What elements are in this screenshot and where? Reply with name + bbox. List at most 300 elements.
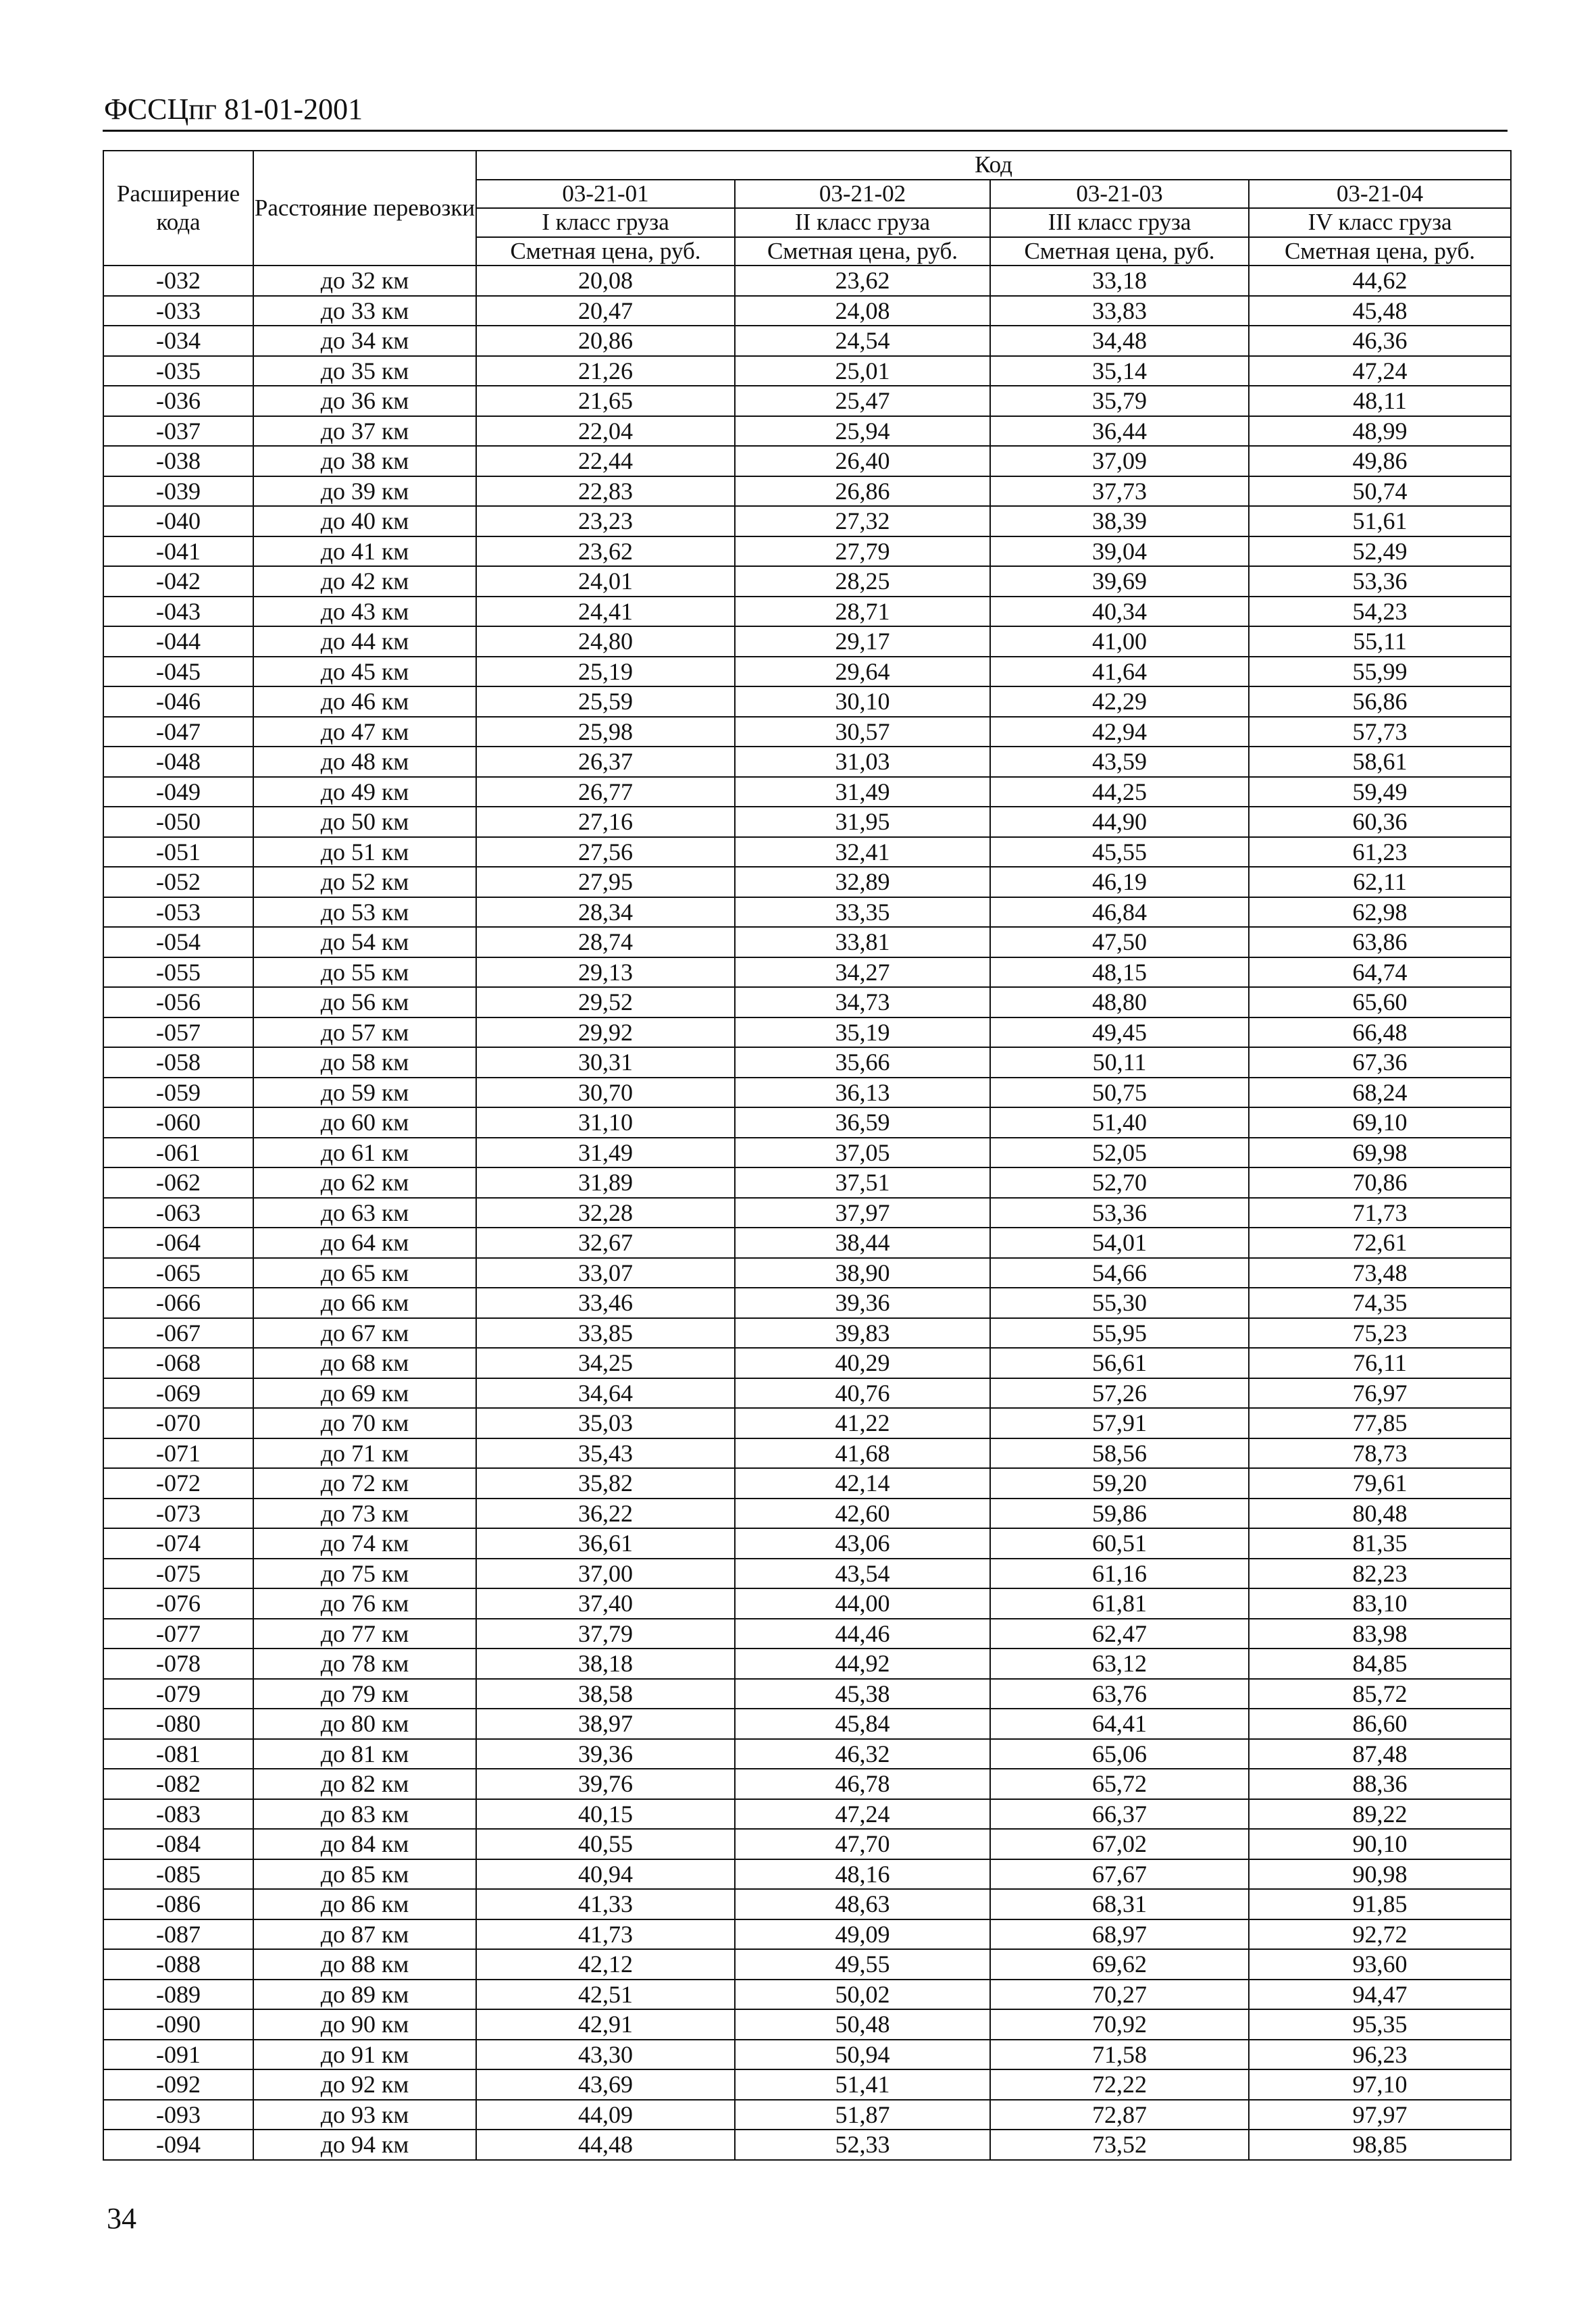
distance-cell: до 68 км: [253, 1348, 476, 1378]
table-row: [103, 1829, 1511, 1859]
distance-cell: до 43 км: [253, 597, 476, 627]
code-extension-cell: -068: [103, 1348, 253, 1378]
table-row: [103, 957, 1511, 988]
table-row: [103, 657, 1511, 687]
price-cell-class-4: 55,11: [1249, 626, 1511, 657]
price-cell-class-3: 68,97: [990, 1919, 1249, 1950]
price-cell-class-1: 41,33: [476, 1889, 735, 1919]
code-extension-cell: -077: [103, 1619, 253, 1649]
price-cell-class-1: 32,67: [476, 1228, 735, 1258]
price-cell-class-1: 24,41: [476, 597, 735, 627]
price-cell-class-2: 37,97: [735, 1198, 990, 1228]
price-cell-class-4: 92,72: [1249, 1919, 1511, 1950]
price-cell-class-4: 83,98: [1249, 1619, 1511, 1649]
distance-cell: до 73 км: [253, 1499, 476, 1529]
table-row: [103, 1047, 1511, 1078]
table-row: [103, 1288, 1511, 1318]
price-cell-class-3: 61,81: [990, 1588, 1249, 1619]
code-extension-cell: -093: [103, 2100, 253, 2130]
table-header: [103, 151, 1511, 266]
price-cell-class-4: 60,36: [1249, 807, 1511, 837]
price-cell-class-1: 31,89: [476, 1167, 735, 1198]
price-cell-class-4: 81,35: [1249, 1528, 1511, 1559]
distance-cell: до 75 км: [253, 1559, 476, 1589]
price-cell-class-3: 46,84: [990, 897, 1249, 928]
price-cell-class-4: 94,47: [1249, 1980, 1511, 2010]
code-extension-cell: -082: [103, 1769, 253, 1799]
distance-cell: до 60 км: [253, 1107, 476, 1138]
table-row: [103, 2130, 1511, 2160]
cargo-class-header: I класс груза: [476, 208, 735, 237]
price-cell-class-1: 42,51: [476, 1980, 735, 2010]
price-cell-class-4: 97,10: [1249, 2069, 1511, 2100]
price-cell-class-2: 48,63: [735, 1889, 990, 1919]
price-cell-class-1: 27,95: [476, 867, 735, 897]
code-extension-cell: -060: [103, 1107, 253, 1138]
code-extension-cell: -034: [103, 326, 253, 356]
distance-cell: до 49 км: [253, 777, 476, 807]
code-header: 03-21-02: [735, 180, 990, 209]
distance-cell: до 48 км: [253, 747, 476, 777]
price-cell-class-4: 98,85: [1249, 2130, 1511, 2160]
price-cell-class-4: 82,23: [1249, 1559, 1511, 1589]
price-cell-class-2: 28,71: [735, 597, 990, 627]
price-cell-class-1: 32,28: [476, 1198, 735, 1228]
table-row: [103, 326, 1511, 356]
price-cell-class-4: 76,97: [1249, 1378, 1511, 1409]
price-cell-class-4: 72,61: [1249, 1228, 1511, 1258]
code-extension-cell: -047: [103, 717, 253, 747]
code-extension-cell: -041: [103, 536, 253, 567]
price-cell-class-1: 23,23: [476, 506, 735, 536]
price-cell-class-1: 40,55: [476, 1829, 735, 1859]
price-cell-class-3: 44,25: [990, 777, 1249, 807]
price-cell-class-4: 62,98: [1249, 897, 1511, 928]
code-extension-cell: -033: [103, 296, 253, 326]
table-row: [103, 506, 1511, 536]
price-cell-class-2: 46,78: [735, 1769, 990, 1799]
price-cell-class-4: 66,48: [1249, 1017, 1511, 1048]
price-cell-class-4: 52,49: [1249, 536, 1511, 567]
table-row: [103, 1889, 1511, 1919]
price-cell-class-3: 57,91: [990, 1408, 1249, 1438]
code-group-header: Код: [476, 151, 1511, 180]
price-cell-class-1: 27,16: [476, 807, 735, 837]
price-cell-class-4: 77,85: [1249, 1408, 1511, 1438]
distance-cell: до 46 км: [253, 686, 476, 717]
price-cell-class-2: 37,51: [735, 1167, 990, 1198]
price-cell-class-2: 32,89: [735, 867, 990, 897]
price-cell-class-3: 66,37: [990, 1799, 1249, 1830]
price-cell-class-1: 37,00: [476, 1559, 735, 1589]
table-row: [103, 296, 1511, 326]
table-row: [103, 386, 1511, 416]
distance-cell: до 42 км: [253, 566, 476, 597]
price-cell-class-2: 35,19: [735, 1017, 990, 1048]
price-cell-class-3: 60,51: [990, 1528, 1249, 1559]
price-cell-class-3: 50,11: [990, 1047, 1249, 1078]
code-extension-cell: -081: [103, 1739, 253, 1769]
page-number: 34: [107, 2202, 136, 2235]
table-row: [103, 1348, 1511, 1378]
price-cell-class-3: 65,06: [990, 1739, 1249, 1769]
distance-cell: до 67 км: [253, 1318, 476, 1349]
price-cell-class-2: 45,38: [735, 1679, 990, 1709]
code-extension-cell: -069: [103, 1378, 253, 1409]
price-cell-class-3: 48,15: [990, 957, 1249, 988]
table-row: [103, 1649, 1511, 1679]
price-cell-class-4: 57,73: [1249, 717, 1511, 747]
price-cell-class-2: 24,54: [735, 326, 990, 356]
price-cell-class-1: 28,74: [476, 927, 735, 957]
distance-cell: до 79 км: [253, 1679, 476, 1709]
price-cell-class-3: 35,14: [990, 356, 1249, 386]
table-row: [103, 807, 1511, 837]
code-extension-cell: -072: [103, 1468, 253, 1499]
distance-cell: до 87 км: [253, 1919, 476, 1950]
code-extension-cell: -039: [103, 476, 253, 507]
price-cell-class-3: 62,47: [990, 1619, 1249, 1649]
code-extension-cell: -070: [103, 1408, 253, 1438]
price-cell-class-1: 33,46: [476, 1288, 735, 1318]
price-cell-class-4: 80,48: [1249, 1499, 1511, 1529]
price-cell-class-1: 35,43: [476, 1438, 735, 1469]
distance-cell: до 82 км: [253, 1769, 476, 1799]
code-extension-cell: -094: [103, 2130, 253, 2160]
price-cell-class-2: 31,95: [735, 807, 990, 837]
price-cell-class-4: 49,86: [1249, 446, 1511, 476]
price-cell-class-2: 40,76: [735, 1378, 990, 1409]
price-cell-class-1: 42,91: [476, 2009, 735, 2040]
table-row: [103, 1679, 1511, 1709]
code-extension-cell: -037: [103, 416, 253, 447]
price-cell-class-2: 47,70: [735, 1829, 990, 1859]
table-row: [103, 566, 1511, 597]
distance-cell: до 89 км: [253, 1980, 476, 2010]
distance-cell: до 33 км: [253, 296, 476, 326]
code-extension-cell: -067: [103, 1318, 253, 1349]
table-row: [103, 1709, 1511, 1739]
code-extension-cell: -084: [103, 1829, 253, 1859]
price-cell-class-2: 51,87: [735, 2100, 990, 2130]
price-cell-class-1: 40,15: [476, 1799, 735, 1830]
distance-cell: до 32 км: [253, 266, 476, 296]
distance-cell: до 53 км: [253, 897, 476, 928]
price-cell-class-2: 27,79: [735, 536, 990, 567]
code-header: 03-21-01: [476, 180, 735, 209]
price-cell-class-3: 64,41: [990, 1709, 1249, 1739]
table-row: [103, 1017, 1511, 1048]
price-cell-class-1: 39,76: [476, 1769, 735, 1799]
price-cell-class-4: 61,23: [1249, 837, 1511, 867]
price-cell-class-1: 22,04: [476, 416, 735, 447]
price-cell-class-4: 69,10: [1249, 1107, 1511, 1138]
distance-cell: до 90 км: [253, 2009, 476, 2040]
price-cell-class-2: 45,84: [735, 1709, 990, 1739]
price-cell-class-4: 96,23: [1249, 2040, 1511, 2070]
code-extension-cell: -076: [103, 1588, 253, 1619]
code-extension-cell: -058: [103, 1047, 253, 1078]
distance-cell: до 94 км: [253, 2130, 476, 2160]
price-cell-class-4: 95,35: [1249, 2009, 1511, 2040]
price-cell-class-4: 54,23: [1249, 597, 1511, 627]
code-extension-cell: -090: [103, 2009, 253, 2040]
distance-cell: до 35 км: [253, 356, 476, 386]
price-cell-class-4: 45,48: [1249, 296, 1511, 326]
price-cell-class-1: 40,94: [476, 1859, 735, 1890]
price-cell-class-1: 21,65: [476, 386, 735, 416]
distance-cell: до 38 км: [253, 446, 476, 476]
price-cell-class-1: 29,52: [476, 987, 735, 1017]
table-row: [103, 416, 1511, 447]
price-cell-class-2: 34,27: [735, 957, 990, 988]
code-header: 03-21-03: [990, 180, 1249, 209]
price-cell-class-3: 33,83: [990, 296, 1249, 326]
table-row: [103, 356, 1511, 386]
price-cell-class-4: 67,36: [1249, 1047, 1511, 1078]
distance-cell: до 66 км: [253, 1288, 476, 1318]
distance-cell: до 81 км: [253, 1739, 476, 1769]
distance-cell: до 88 км: [253, 1949, 476, 1980]
code-extension-cell: -042: [103, 566, 253, 597]
price-cell-class-4: 53,36: [1249, 566, 1511, 597]
table-row: [103, 1408, 1511, 1438]
price-cell-class-4: 59,49: [1249, 777, 1511, 807]
table-row: [103, 2009, 1511, 2040]
distance-cell: до 71 км: [253, 1438, 476, 1469]
code-extension-cell: -044: [103, 626, 253, 657]
distance-cell: до 76 км: [253, 1588, 476, 1619]
price-cell-class-1: 38,97: [476, 1709, 735, 1739]
code-extension-cell: -086: [103, 1889, 253, 1919]
code-extension-cell: -071: [103, 1438, 253, 1469]
price-cell-class-2: 50,94: [735, 2040, 990, 2070]
price-cell-class-2: 24,08: [735, 296, 990, 326]
code-extension-cell: -035: [103, 356, 253, 386]
table-row: [103, 1198, 1511, 1228]
code-extension-cell: -032: [103, 266, 253, 296]
price-cell-class-3: 40,34: [990, 597, 1249, 627]
price-cell-class-2: 42,60: [735, 1499, 990, 1529]
price-cell-class-2: 35,66: [735, 1047, 990, 1078]
code-extension-cell: -054: [103, 927, 253, 957]
price-cell-class-1: 26,37: [476, 747, 735, 777]
price-cell-class-2: 29,17: [735, 626, 990, 657]
code-extension-cell: -064: [103, 1228, 253, 1258]
price-unit-header: Сметная цена, руб.: [735, 237, 990, 266]
price-cell-class-4: 73,48: [1249, 1258, 1511, 1288]
price-cell-class-4: 68,24: [1249, 1078, 1511, 1108]
price-cell-class-3: 49,45: [990, 1017, 1249, 1048]
price-cell-class-1: 41,73: [476, 1919, 735, 1950]
table-row: [103, 867, 1511, 897]
price-cell-class-2: 33,35: [735, 897, 990, 928]
distance-cell: до 80 км: [253, 1709, 476, 1739]
price-cell-class-3: 54,66: [990, 1258, 1249, 1288]
price-cell-class-2: 27,32: [735, 506, 990, 536]
distance-cell: до 54 км: [253, 927, 476, 957]
price-cell-class-4: 69,98: [1249, 1138, 1511, 1168]
col-header-distance: Расстояние перевозки: [253, 151, 476, 266]
distance-cell: до 62 км: [253, 1167, 476, 1198]
distance-cell: до 84 км: [253, 1829, 476, 1859]
price-cell-class-3: 59,86: [990, 1499, 1249, 1529]
distance-cell: до 51 км: [253, 837, 476, 867]
table-row: [103, 536, 1511, 567]
code-extension-cell: -056: [103, 987, 253, 1017]
table-row: [103, 1107, 1511, 1138]
table-row: [103, 476, 1511, 507]
price-cell-class-3: 42,29: [990, 686, 1249, 717]
table-row: [103, 1619, 1511, 1649]
price-cell-class-3: 34,48: [990, 326, 1249, 356]
price-cell-class-2: 30,57: [735, 717, 990, 747]
table-row: [103, 1318, 1511, 1349]
price-cell-class-3: 55,95: [990, 1318, 1249, 1349]
code-extension-cell: -065: [103, 1258, 253, 1288]
price-cell-class-1: 29,13: [476, 957, 735, 988]
cargo-class-header: II класс груза: [735, 208, 990, 237]
price-cell-class-2: 30,10: [735, 686, 990, 717]
price-cell-class-3: 69,62: [990, 1949, 1249, 1980]
price-cell-class-3: 47,50: [990, 927, 1249, 957]
price-cell-class-3: 42,94: [990, 717, 1249, 747]
code-extension-cell: -053: [103, 897, 253, 928]
code-extension-cell: -036: [103, 386, 253, 416]
cargo-class-header: III класс груза: [990, 208, 1249, 237]
code-extension-cell: -085: [103, 1859, 253, 1890]
price-cell-class-1: 33,07: [476, 1258, 735, 1288]
document-code: ФССЦпг 81-01-2001: [104, 93, 363, 126]
price-cell-class-1: 29,92: [476, 1017, 735, 1048]
price-cell-class-3: 53,36: [990, 1198, 1249, 1228]
distance-cell: до 34 км: [253, 326, 476, 356]
distance-cell: до 64 км: [253, 1228, 476, 1258]
price-cell-class-3: 52,05: [990, 1138, 1249, 1168]
cargo-class-header: IV класс груза: [1249, 208, 1511, 237]
price-cell-class-1: 33,85: [476, 1318, 735, 1349]
price-cell-class-3: 72,87: [990, 2100, 1249, 2130]
distance-cell: до 72 км: [253, 1468, 476, 1499]
price-cell-class-1: 30,31: [476, 1047, 735, 1078]
code-extension-cell: -051: [103, 837, 253, 867]
table-row: [103, 1468, 1511, 1499]
distance-cell: до 86 км: [253, 1889, 476, 1919]
price-cell-class-4: 78,73: [1249, 1438, 1511, 1469]
price-cell-class-1: 43,69: [476, 2069, 735, 2100]
distance-cell: до 91 км: [253, 2040, 476, 2070]
price-cell-class-3: 70,92: [990, 2009, 1249, 2040]
price-cell-class-4: 48,99: [1249, 416, 1511, 447]
price-cell-class-1: 23,62: [476, 536, 735, 567]
price-cell-class-3: 70,27: [990, 1980, 1249, 2010]
price-cell-class-3: 46,19: [990, 867, 1249, 897]
table-row: [103, 1769, 1511, 1799]
price-cell-class-3: 67,02: [990, 1829, 1249, 1859]
code-extension-cell: -066: [103, 1288, 253, 1318]
price-cell-class-3: 68,31: [990, 1889, 1249, 1919]
price-table: [103, 150, 1512, 2161]
distance-cell: до 50 км: [253, 807, 476, 837]
distance-cell: до 44 км: [253, 626, 476, 657]
price-cell-class-4: 63,86: [1249, 927, 1511, 957]
price-cell-class-2: 41,22: [735, 1408, 990, 1438]
price-cell-class-2: 34,73: [735, 987, 990, 1017]
table-row: [103, 2040, 1511, 2070]
distance-cell: до 61 км: [253, 1138, 476, 1168]
price-cell-class-1: 42,12: [476, 1949, 735, 1980]
price-cell-class-2: 26,40: [735, 446, 990, 476]
code-extension-cell: -038: [103, 446, 253, 476]
price-cell-class-2: 23,62: [735, 266, 990, 296]
table-row: [103, 1980, 1511, 2010]
price-cell-class-3: 41,00: [990, 626, 1249, 657]
price-cell-class-1: 20,86: [476, 326, 735, 356]
price-cell-class-1: 38,18: [476, 1649, 735, 1679]
table-row: [103, 1588, 1511, 1619]
price-cell-class-3: 56,61: [990, 1348, 1249, 1378]
price-cell-class-2: 38,44: [735, 1228, 990, 1258]
distance-cell: до 45 км: [253, 657, 476, 687]
table-row: [103, 927, 1511, 957]
price-cell-class-2: 49,55: [735, 1949, 990, 1980]
price-cell-class-3: 52,70: [990, 1167, 1249, 1198]
price-cell-class-1: 24,01: [476, 566, 735, 597]
distance-cell: до 93 км: [253, 2100, 476, 2130]
price-cell-class-2: 38,90: [735, 1258, 990, 1288]
distance-cell: до 58 км: [253, 1047, 476, 1078]
table-row: [103, 747, 1511, 777]
price-cell-class-4: 65,60: [1249, 987, 1511, 1017]
distance-cell: до 56 км: [253, 987, 476, 1017]
price-cell-class-1: 38,58: [476, 1679, 735, 1709]
table-row: [103, 1438, 1511, 1469]
price-cell-class-2: 49,09: [735, 1919, 990, 1950]
price-cell-class-2: 47,24: [735, 1799, 990, 1830]
price-cell-class-1: 28,34: [476, 897, 735, 928]
distance-cell: до 92 км: [253, 2069, 476, 2100]
distance-cell: до 55 км: [253, 957, 476, 988]
price-cell-class-2: 44,00: [735, 1588, 990, 1619]
code-extension-cell: -074: [103, 1528, 253, 1559]
price-cell-class-2: 44,46: [735, 1619, 990, 1649]
price-cell-class-3: 39,69: [990, 566, 1249, 597]
price-cell-class-3: 72,22: [990, 2069, 1249, 2100]
price-cell-class-2: 28,25: [735, 566, 990, 597]
price-cell-class-2: 46,32: [735, 1739, 990, 1769]
price-cell-class-3: 63,76: [990, 1679, 1249, 1709]
price-cell-class-2: 25,01: [735, 356, 990, 386]
distance-cell: до 57 км: [253, 1017, 476, 1048]
price-cell-class-3: 33,18: [990, 266, 1249, 296]
code-extension-cell: -079: [103, 1679, 253, 1709]
table-row: [103, 1949, 1511, 1980]
price-cell-class-2: 43,06: [735, 1528, 990, 1559]
price-cell-class-4: 89,22: [1249, 1799, 1511, 1830]
price-cell-class-3: 38,39: [990, 506, 1249, 536]
table-row: [103, 717, 1511, 747]
price-cell-class-3: 37,09: [990, 446, 1249, 476]
table-row: [103, 897, 1511, 928]
price-cell-class-1: 26,77: [476, 777, 735, 807]
price-cell-class-1: 30,70: [476, 1078, 735, 1108]
code-extension-cell: -092: [103, 2069, 253, 2100]
price-unit-header: Сметная цена, руб.: [990, 237, 1249, 266]
price-cell-class-3: 54,01: [990, 1228, 1249, 1258]
code-extension-cell: -083: [103, 1799, 253, 1830]
price-cell-class-4: 44,62: [1249, 266, 1511, 296]
price-cell-class-1: 25,59: [476, 686, 735, 717]
